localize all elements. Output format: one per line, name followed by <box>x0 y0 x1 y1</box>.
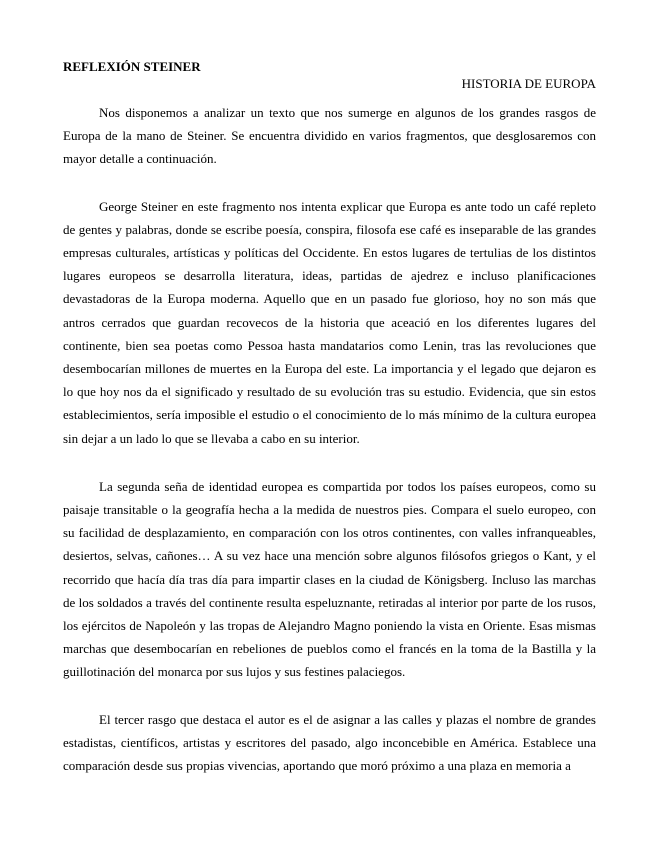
paragraph-introduction: Nos disponemos a analizar un texto que nos sumerge en algunos de los grandes rasgos de Europa de la mano de Steiner. Se encuentra dividido en varios fragmentos, que desglosaremos con mayor detalle a continuación. <box>63 105 596 167</box>
document-page <box>63 58 596 777</box>
paragraph-landscape: La segunda seña de identidad europea es compartida por todos los países europeos, como su paisaje transitable o la geografía hecha a la medida de nuestros pies. Compara el suelo europeo, con su facilidad de desplazamiento, en comparación con los otros continentes, con valles infranqueables, desiertos, selvas, cañones… A su vez hace una mención sobre algunos filósofos griegos o Kant, y el recorrido que hacía día tras día para impartir clases en la ciudad de Königsberg. Incluso las marchas de los soldados a través del continente resulta espeluznante, retiradas al interior por parte de los rusos, los ejércitos de Napoleón y las tropas de Alejandro Magno poniendo la vista en Oriente. Esas mismas marchas que desembocarían en rebeliones de pueblos como el francés en la toma de la Bastilla y la guillotinación del monarca por sus lujos y sus festines palaciegos. <box>63 478 596 680</box>
document-subject: HISTORIA DE EUROPA <box>461 76 596 91</box>
document-title: REFLEXIÓN STEINER <box>63 59 201 74</box>
paragraph-streets: El tercer rasgo que destaca el autor es el de asignar a las calles y plazas el nombre de grandes estadistas, científicos, artistas y escritores del pasado, algo inconcebible en América. Establece una comparación desde sus propias vivencias, aportando que moró próximo a una plaza en memoria a <box>63 711 596 774</box>
paragraph-cafe: George Steiner en este fragmento nos intenta explicar que Europa es ante todo un café repleto de gentes y palabras, donde se escribe poesía, conspira, filosofa ese café es inseparable de las grandes empresas culturales, artísticas y políticas del Occidente. En estos lugares de tertulias de los distintos lugares europeos se desarrolla literatura, ideas, partidas de ajedrez e incluso planificaciones devastadoras de la Europa moderna. Aquello que en un pasado fue glorioso, hoy no son más que antros cerrados que guardan recovecos de la historia que aceació en los diferentes lugares del continente, bien sea poetas como Pessoa hasta mandatarios como Lenin, tras las revoluciones que desembocarían millones de muertes en la Europa del este. La importancia y el legado que dejaron es lo que hoy nos da el significado y resultado de su evolución tras su estudio. Evidencia, que sin estos establecimientos, sería imposible el estudio o el conocimiento de lo más mínimo de la cultura europea sin dejar a un lado lo que se llevaba a cabo en su interior. <box>63 198 596 446</box>
